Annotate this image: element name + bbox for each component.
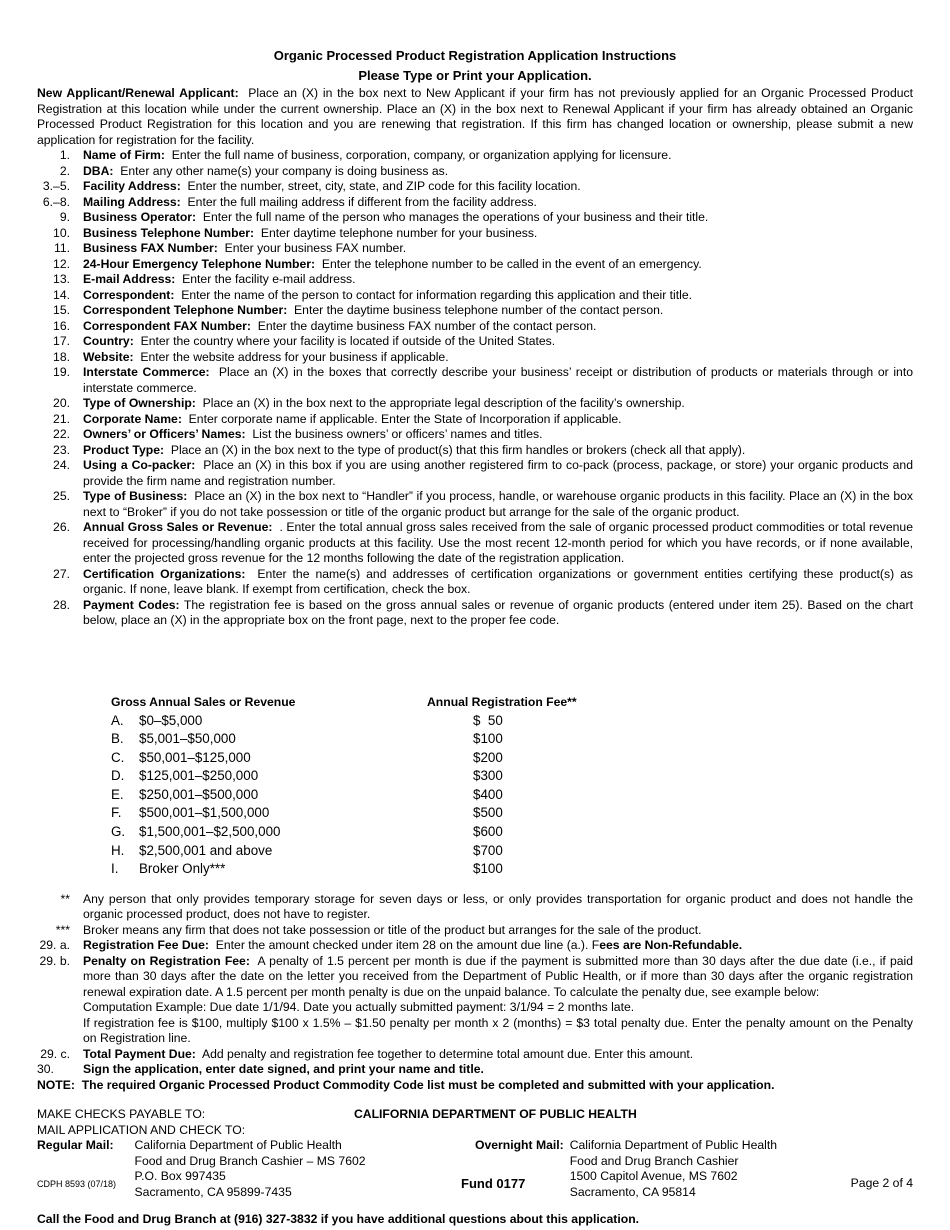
item-text: Enter the name(s) and addresses of certification organizations or government entities certifying these product(s) as organic. If none, leave blank. If exempt from certification, check the box.: [83, 566, 913, 596]
item-number: 20.: [53, 396, 70, 410]
item-label: Penalty on Registration Fee:: [83, 953, 250, 968]
list-item: [37, 164, 913, 180]
address-line: Food and Drug Branch Cashier – MS 7602: [134, 1153, 366, 1168]
item-text: Enter the daytime business FAX number of the contact person.: [257, 318, 597, 333]
item-text: The registration fee is based on the gross annual sales or revenue of organic products (entered under item 25). Based on the chart below, place an (X) in the appropriate box on the front page, next to the proper fee code.: [83, 597, 913, 627]
item-text: Place an (X) in this box if you are using another registered firm to co-pack (process, package, or store) your organic products and provide the firm name and registration number.: [83, 458, 913, 488]
list-item: [37, 257, 913, 273]
item-number: 23.: [53, 442, 70, 457]
document-page: [37, 46, 913, 1228]
intro-text: Place an (X) in the box next to New Applicant if your firm has not previously applied for an Organic Processed Product Registration at this location while under the current ownership. Place an (X) in the box next to Renewal Applicant if your firm has already obtained an Organic Processed Product Registration for this location and you are renewing that registration. If this firm has changed location or ownership, please submit a new application for registration for the facility.: [37, 86, 913, 147]
item-number: 22.: [53, 427, 70, 441]
item-number: 29. a.: [39, 938, 70, 953]
payable-label: MAKE CHECKS PAYABLE TO:: [37, 1107, 206, 1122]
fee-range: $0–$5,000: [139, 712, 203, 728]
item-text: Enter corporate name if applicable. Enter the State of Incorporation if applicable.: [188, 411, 622, 426]
footnote-text: Broker means any firm that does not take possession or title of the product but arranges for the sale of the product.: [83, 922, 702, 937]
footnote-mark: ***: [55, 922, 70, 937]
table-row: [111, 823, 671, 842]
item-label: Business Operator:: [83, 210, 197, 224]
item-29b: [37, 954, 913, 1047]
list-item: [37, 226, 913, 242]
item-text: Enter daytime telephone number for your business.: [260, 225, 538, 240]
item-text: . Enter the total annual gross sales received from the sale of organic processed product commodities or total revenue received for processing/handling organic products at this facility. Use the most recent 12-month period for which you have records, or if none available, enter the projected gross revenue for the 12 months following the date of the registration application.: [83, 520, 913, 565]
fee-amount: $300: [473, 768, 503, 784]
fee-code: I.: [111, 861, 119, 877]
fee-amount: $ 50: [473, 712, 503, 728]
table-row: [111, 804, 671, 823]
computation-example: Computation Example: Due date 1/1/94. Date you actually submitted payment: 3/1/94 = 2 months late.: [83, 1000, 635, 1015]
form-id: CDPH 8593 (07/18): [37, 1179, 117, 1189]
fee-range: $125,001–$250,000: [139, 768, 259, 784]
item-number: 11.: [53, 241, 70, 255]
page-footer: [37, 1176, 913, 1193]
list-item: [37, 210, 913, 226]
list-item: [37, 660, 913, 676]
fee-table-header: [111, 695, 671, 712]
item-text: Enter the full mailing address if different from the facility address.: [187, 194, 537, 209]
item-number: 25.: [53, 489, 70, 503]
item-number: 30.: [37, 1062, 54, 1077]
address-line: Food and Drug Branch Cashier: [569, 1153, 739, 1168]
item-number: 15.: [53, 303, 70, 317]
item-text: Enter the name of the person to contact for information regarding this application and their title.: [181, 287, 693, 302]
fee-amount: $200: [473, 749, 503, 765]
list-item: [37, 427, 913, 443]
item-number: 14.: [53, 287, 70, 302]
fee-code: G.: [111, 824, 126, 840]
item-29c: [37, 1047, 913, 1063]
contact-line: Call the Food and Drug Branch at (916) 327-3832 if you have additional questions about this application.: [37, 1212, 640, 1227]
address-line: Sacramento, CA 95899-7435: [134, 1184, 292, 1199]
item-label: Interstate Commerce:: [83, 365, 210, 379]
item-number: 26.: [53, 520, 70, 534]
item-text: Enter any other name(s) your company is doing business as.: [120, 163, 449, 178]
item-number: 1.: [59, 148, 70, 162]
fee-range: $50,001–$125,000: [139, 749, 251, 765]
list-item: [37, 334, 913, 350]
item-text: Enter the facility e-mail address.: [182, 272, 356, 286]
list-item: [37, 520, 913, 567]
fee-code: F.: [111, 805, 122, 821]
list-item: [37, 412, 913, 428]
item-label: Using a Co-packer:: [83, 458, 196, 472]
item-label: Owners’ or Officers’ Names:: [83, 427, 246, 441]
fee-col-fee-header: Annual Registration Fee**: [427, 694, 577, 709]
item-label: Correspondent:: [83, 287, 175, 302]
list-item: [37, 567, 913, 598]
item-label: Product Type:: [83, 442, 165, 457]
item-label: Facility Address:: [83, 179, 181, 193]
fee-range: $500,001–$1,500,000: [139, 805, 270, 821]
non-refundable-notice: ees are Non-Refundable.: [599, 938, 743, 953]
list-item: [37, 365, 913, 396]
fee-code: H.: [111, 842, 125, 858]
list-item: [37, 319, 913, 335]
item-label: Annual Gross Sales or Revenue:: [83, 520, 273, 534]
list-item: [37, 629, 913, 645]
item-text: Place an (X) in the box next to “Handler” if you process, handle, or warehouse organic products in this facility. Place an (X) in the box next to “Broker” if you do not take possession or title of the organic product but arrange for the sale of the organic product.: [83, 489, 913, 519]
footnote-text: Any person that only provides temporary storage for seven days or less, or only provides transportation for organic product and does not handle the organic processed product, does not have to register.: [83, 891, 913, 922]
item-text: Enter the website address for your business if applicable.: [140, 349, 449, 364]
table-row: [111, 730, 671, 749]
item-number: 21.: [53, 411, 70, 426]
table-row: [111, 860, 671, 879]
table-row: [111, 712, 671, 731]
list-item: [37, 195, 913, 211]
item-text: A penalty of 1.5 percent per month is due if the payment is submitted more than 30 days after the due date (i.e., if paid more than 30 days after the date on the letter you received from the Department of Public Health, or if more than 30 days after the organic registration renewal expiration date. A 1.5 percent per month penalty is due on the unpaid balance. To calculate the penalty due, see example below:: [83, 953, 913, 999]
fee-code: A.: [111, 712, 124, 728]
item-text: Enter the country where your facility is located if outside of the United States.: [140, 334, 556, 348]
item-number: 19.: [53, 365, 70, 379]
item-label: Website:: [83, 349, 134, 364]
table-row: [111, 749, 671, 768]
list-item: [37, 272, 913, 288]
item-text: Enter the full name of the person who manages the operations of your business and their title.: [202, 210, 709, 224]
item-label: Type of Ownership:: [83, 396, 196, 410]
note-text: The required Organic Processed Product Commodity Code list must be completed and submitted with your application.: [81, 1077, 775, 1092]
mail-label: MAIL APPLICATION AND CHECK TO:: [37, 1122, 246, 1137]
payable-row: [37, 1107, 913, 1123]
footnote: [37, 892, 913, 923]
intro-label: New Applicant/Renewal Applicant:: [37, 86, 239, 100]
list-item: [37, 644, 913, 660]
page-title: Organic Processed Product Registration Application Instructions: [273, 48, 677, 63]
list-item: [37, 241, 913, 257]
item-label: Registration Fee Due:: [83, 938, 209, 953]
item-number: 2.: [59, 163, 70, 178]
item-label: Country:: [83, 334, 134, 348]
address-line: Sacramento, CA 95814: [569, 1184, 696, 1199]
list-item: [37, 489, 913, 520]
item-label: 24-Hour Emergency Telephone Number:: [83, 256, 316, 271]
item-number: 12.: [53, 256, 70, 271]
fee-amount: $100: [473, 731, 503, 747]
fee-code: B.: [111, 731, 124, 747]
list-item: [37, 443, 913, 459]
address-line: 1500 Capitol Avenue, MS 7602: [569, 1169, 738, 1184]
item-number: 9.: [59, 210, 70, 224]
address-line: California Department of Public Health: [134, 1138, 342, 1153]
list-item: [37, 288, 913, 304]
item-label: Mailing Address:: [83, 194, 181, 209]
note: [37, 1078, 913, 1094]
footnotes: [37, 892, 913, 1094]
fee-range: $5,001–$50,000: [139, 731, 236, 747]
item-number: 10.: [53, 225, 70, 240]
item-label: Corporate Name:: [83, 411, 182, 426]
item-text: Sign the application, enter date signed, and print your name and title.: [83, 1062, 484, 1077]
page-number: Page 2 of 4: [850, 1176, 913, 1190]
table-row: [111, 786, 671, 805]
list-item: [37, 396, 913, 412]
fee-amount: $100: [473, 861, 503, 877]
item-text: Enter the number, street, city, state, and ZIP code for this facility location.: [187, 179, 581, 193]
item-label: E-mail Address:: [83, 272, 176, 286]
fee-amount: $500: [473, 805, 503, 821]
table-row: [111, 767, 671, 786]
item-text: Place an (X) in the boxes that correctly describe your business’ receipt or distribution of products or materials through or into interstate commerce.: [83, 365, 913, 395]
item-text: Enter the daytime business telephone number of the contact person.: [294, 303, 664, 317]
item-label: Correspondent FAX Number:: [83, 318, 251, 333]
item-number: 17.: [53, 334, 70, 348]
item-text: Enter the full name of business, corporation, company, or organization applying for licensure.: [171, 148, 672, 162]
fee-amount: $400: [473, 786, 503, 802]
footnote-mark: **: [60, 891, 70, 906]
fee-range: Broker Only***: [139, 861, 226, 877]
item-number: 27.: [53, 566, 70, 581]
item-text: List the business owners’ or officers’ names and titles.: [252, 427, 543, 441]
payable-to: CALIFORNIA DEPARTMENT OF PUBLIC HEALTH: [354, 1107, 637, 1122]
item-number: 6.–8.: [42, 194, 70, 209]
item-label: Payment Codes:: [83, 597, 180, 612]
item-number: 18.: [53, 349, 70, 364]
item-number: 28.: [53, 597, 70, 612]
item-text: Add penalty and registration fee together to determine total amount due. Enter this amount.: [201, 1046, 694, 1061]
item-30: [37, 1062, 913, 1078]
computation-example-detail: If registration fee is $100, multiply $100 x 1.5% – $1.50 penalty per month x 2 (months) = $3 total penalty due. Enter the penalty amount on the Penalty on Registration line.: [83, 1015, 913, 1046]
fee-range: $250,001–$500,000: [139, 786, 259, 802]
item-label: Type of Business:: [83, 489, 188, 503]
item-label: Correspondent Telephone Number:: [83, 303, 288, 317]
item-number: 29. b.: [39, 953, 70, 968]
fee-table: [111, 695, 671, 879]
address-line: California Department of Public Health: [569, 1138, 778, 1153]
item-text: Place an (X) in the box next to the type of product(s) that this firm handles or brokers (check all that apply).: [170, 442, 746, 457]
item-text: Enter the telephone number to be called in the event of an emergency.: [321, 256, 702, 271]
item-text: Enter your business FAX number.: [224, 241, 407, 255]
fee-amount: $700: [473, 842, 503, 858]
item-number: 16.: [53, 318, 70, 333]
list-item: [37, 303, 913, 319]
item-label: DBA:: [83, 163, 114, 178]
table-row: [111, 842, 671, 861]
list-item: [37, 148, 913, 164]
footnote: [37, 923, 913, 939]
list-item: [37, 350, 913, 366]
fee-amount: $600: [473, 824, 503, 840]
item-text: Place an (X) in the box next to the appropriate legal description of the facility’s ownership.: [202, 396, 685, 410]
item-label: Total Payment Due:: [83, 1046, 196, 1061]
item-number: 29. c.: [40, 1046, 70, 1061]
list-item: [37, 598, 913, 629]
fund-number: Fund 0177: [461, 1176, 526, 1191]
fee-code: C.: [111, 749, 125, 765]
item-29a: [37, 938, 913, 954]
fee-range: $2,500,001 and above: [139, 842, 273, 858]
fee-code: E.: [111, 786, 124, 802]
list-item: [37, 458, 913, 489]
fee-col-sales-header: Gross Annual Sales or Revenue: [111, 694, 296, 709]
intro-paragraph: [37, 86, 913, 148]
item-label: Certification Organizations:: [83, 566, 246, 581]
item-number: 3.–5.: [42, 179, 70, 193]
item-label: Name of Firm:: [83, 148, 165, 162]
item-label: Business FAX Number:: [83, 241, 218, 255]
note-label: NOTE:: [37, 1077, 75, 1092]
fee-code: D.: [111, 768, 125, 784]
item-number: 13.: [53, 272, 70, 286]
fee-range: $1,500,001–$2,500,000: [139, 824, 281, 840]
item-text: Enter the amount checked under item 28 on the amount due line (a.). F: [215, 938, 600, 953]
page-subtitle: Please Type or Print your Application.: [358, 68, 592, 83]
regular-mail-label: Regular Mail:: [37, 1138, 114, 1153]
item-label: Business Telephone Number:: [83, 225, 255, 240]
list-item: [37, 179, 913, 195]
overnight-mail-label: Overnight Mail:: [475, 1138, 564, 1153]
list-item: [37, 675, 913, 691]
instruction-list: [37, 148, 913, 691]
address-line: P.O. Box 997435: [134, 1169, 226, 1184]
item-number: 24.: [53, 458, 70, 472]
